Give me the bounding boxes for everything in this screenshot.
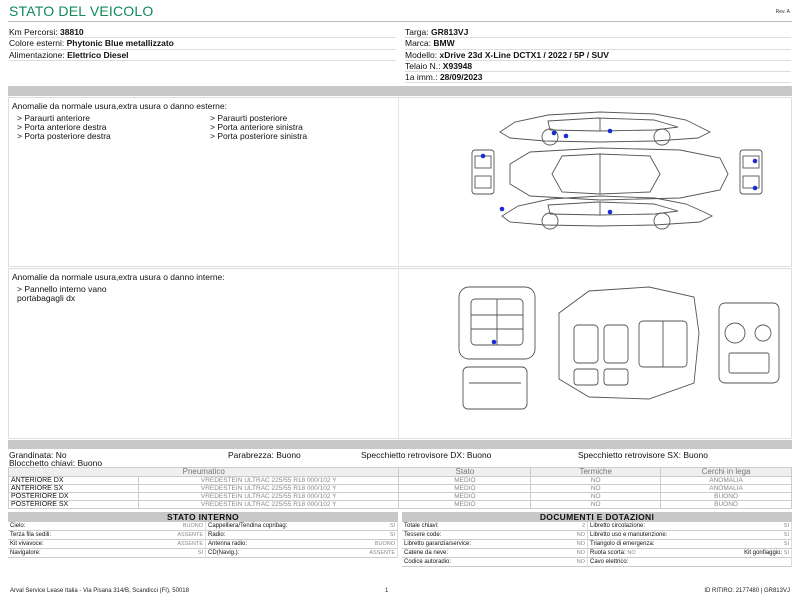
- internal-damage-text: [9, 269, 399, 438]
- tyre-winter: NO: [531, 485, 661, 493]
- column-header: Cerchi in lega: [661, 468, 792, 477]
- table-row: [9, 477, 792, 485]
- table-row: [9, 493, 792, 501]
- damage-item: > Porta posteriore sinistra: [210, 131, 308, 141]
- tyre-position: POSTERIORE SX: [9, 501, 139, 509]
- section-title: STATO INTERNO: [8, 512, 398, 522]
- tyre-model: VREDESTEIN ULTRAC 225/55 R18 000/102 Y: [138, 501, 399, 509]
- damage-marker: [753, 186, 758, 191]
- car-rear-view: [740, 150, 762, 194]
- vehicle-info-row: Targa: GR813VJ: [405, 27, 791, 38]
- document-item: Totale chiavi: 2: [402, 522, 588, 531]
- damage-markers: [492, 340, 497, 345]
- internal-state-item: Antenna radio: BUONO: [206, 540, 398, 549]
- vehicle-info-row: Km Percorsi: 38810: [9, 27, 396, 38]
- internal-state-item: Radio: SI: [206, 531, 398, 540]
- internal-state-item: Navigatore: SI: [8, 549, 206, 558]
- internal-state-item: Cielo: BUONO: [8, 522, 206, 531]
- vehicle-info-left: [9, 27, 396, 61]
- car-side-view-top: [500, 112, 710, 145]
- section-title: DOCUMENTI E DOTAZIONI: [402, 512, 792, 522]
- right-mirror-condition: Specchietto retrovisore DX: Buono: [361, 450, 492, 460]
- tyre-model: VREDESTEIN ULTRAC 225/55 R18 000/102 Y: [138, 477, 399, 485]
- cabin-top-view: [559, 287, 699, 399]
- damage-marker: [564, 134, 569, 139]
- damage-marker: [500, 207, 505, 212]
- external-damage-text: [9, 98, 399, 266]
- column-header: Stato: [399, 468, 531, 477]
- tyre-state: MEDIO: [399, 477, 531, 485]
- damage-marker: [608, 210, 613, 215]
- damage-marker: [608, 129, 613, 134]
- alloy-rim-state: BUONO: [661, 501, 792, 509]
- tyre-position: ANTERIORE DX: [9, 477, 139, 485]
- revision-label: Rev. A: [775, 9, 790, 15]
- tyres-table: [8, 467, 792, 509]
- car-side-view-bottom: [502, 196, 712, 229]
- section-separator: [8, 86, 792, 96]
- tyre-position: ANTERIORE SX: [9, 485, 139, 493]
- damage-item: > Paraurti anteriore: [17, 113, 90, 123]
- alloy-rim-state: ANOMALIA: [661, 477, 792, 485]
- vehicle-info-row: Colore esterni: Phytonic Blue metallizzato: [9, 38, 396, 49]
- table-row: [9, 485, 792, 493]
- document-item: Ruota scorta: NO Kit gonfiaggio: SI: [588, 549, 792, 558]
- table-header-row: [9, 468, 792, 477]
- internal-damage-heading: Anomalie da normale usura,extra usura o danno interne:: [12, 272, 225, 282]
- tyre-state: MEDIO: [399, 493, 531, 501]
- document-item: Libretto circolazione: SI: [588, 522, 792, 531]
- internal-state-grid: [8, 522, 398, 558]
- internal-state-item: CD(Navig.): ASSENTE: [206, 549, 398, 558]
- footer-page-number: 1: [385, 588, 389, 594]
- damage-item: > Porta posteriore destra: [17, 131, 111, 141]
- documents-grid: [402, 522, 792, 567]
- alloy-rim-state: ANOMALIA: [661, 485, 792, 493]
- external-damage-panel: [8, 97, 792, 267]
- car-exterior-diagram: [450, 106, 790, 231]
- tyre-winter: NO: [531, 477, 661, 485]
- external-damage-heading: Anomalie da normale usura,extra usura o danno esterne:: [12, 101, 227, 111]
- key-block-condition: Blocchetto chiavi: Buono: [9, 458, 103, 468]
- vehicle-info-row: 1a imm.: 28/09/2023: [405, 72, 791, 83]
- document-item: Triangolo di emergenza: SI: [588, 540, 792, 549]
- footer-company: Arval Service Lease Italia - Via Pisana 314/B, Scandicci (FI), 50018: [10, 588, 189, 594]
- document-item: Libretto garanzia/service: NO: [402, 540, 588, 549]
- title-divider: [8, 21, 792, 22]
- trunk-interior-view: [459, 287, 535, 409]
- document-item: Catene da neve: NO: [402, 549, 588, 558]
- windshield-condition: Parabrezza: Buono: [228, 450, 301, 460]
- damage-item: > Paraurti posteriore: [210, 113, 288, 123]
- tyre-winter: NO: [531, 501, 661, 509]
- damage-item: > Porta anteriore sinistra: [210, 122, 303, 132]
- vehicle-info-row: Alimentazione: Elettrico Diesel: [9, 50, 396, 61]
- damage-marker: [753, 159, 758, 164]
- damage-marker: [552, 131, 557, 136]
- alloy-rim-state: BUONO: [661, 493, 792, 501]
- vehicle-info-row: Marca: BMW: [405, 38, 791, 49]
- document-item: Libretto uso e manutenzione: SI: [588, 531, 792, 540]
- document-item: Codice autoradio: NO: [402, 558, 588, 567]
- dashboard-view: [719, 303, 779, 383]
- internal-state-item: Kit vivavoce: ASSENTE: [8, 540, 206, 549]
- internal-state-item: Terza fila sedili: ASSENTE: [8, 531, 206, 540]
- tyre-position: POSTERIORE DX: [9, 493, 139, 501]
- internal-damage-panel: [8, 268, 792, 439]
- tyre-model: VREDESTEIN ULTRAC 225/55 R18 000/102 Y: [138, 485, 399, 493]
- tyre-state: MEDIO: [399, 501, 531, 509]
- car-top-view: [510, 148, 728, 200]
- internal-state-item: Cappelliera/Tendina copribag: SI: [206, 522, 398, 531]
- tyre-model: VREDESTEIN ULTRAC 225/55 R18 000/102 Y: [138, 493, 399, 501]
- section-separator: [8, 440, 792, 449]
- tyre-winter: NO: [531, 493, 661, 501]
- damage-item: > Porta anteriore destra: [17, 122, 107, 132]
- damage-marker: [492, 340, 497, 345]
- tyre-state: MEDIO: [399, 485, 531, 493]
- left-mirror-condition: Specchietto retrovisore SX: Buono: [578, 450, 708, 460]
- footer-id: ID RITIRO: 2177480 | GR813VJ: [704, 588, 790, 594]
- vehicle-info-row: Telaio N.: X93948: [405, 61, 791, 72]
- column-header: Pneumatico: [9, 468, 399, 477]
- table-row: [9, 501, 792, 509]
- damage-item: > Pannello interno vano: [17, 284, 107, 294]
- vehicle-info-right: [405, 27, 791, 83]
- external-damage-list: [17, 114, 370, 141]
- page-title: STATO DEL VEICOLO: [9, 3, 154, 19]
- documents-section: [402, 512, 792, 567]
- hail-condition: Grandinata: No: [9, 450, 67, 460]
- document-item: Cavo elettrico:: [588, 558, 792, 567]
- car-interior-diagram: [449, 283, 789, 433]
- damage-marker: [481, 154, 486, 159]
- vehicle-info-row: Modello: xDrive 23d X-Line DCTX1 / 2022 / 5P / SUV: [405, 50, 791, 61]
- column-header: Termiche: [531, 468, 661, 477]
- internal-state-section: [8, 512, 398, 558]
- internal-damage-list: [17, 285, 107, 303]
- document-item: Tessere code: NO: [402, 531, 588, 540]
- damage-item: portabagagli dx: [17, 293, 76, 303]
